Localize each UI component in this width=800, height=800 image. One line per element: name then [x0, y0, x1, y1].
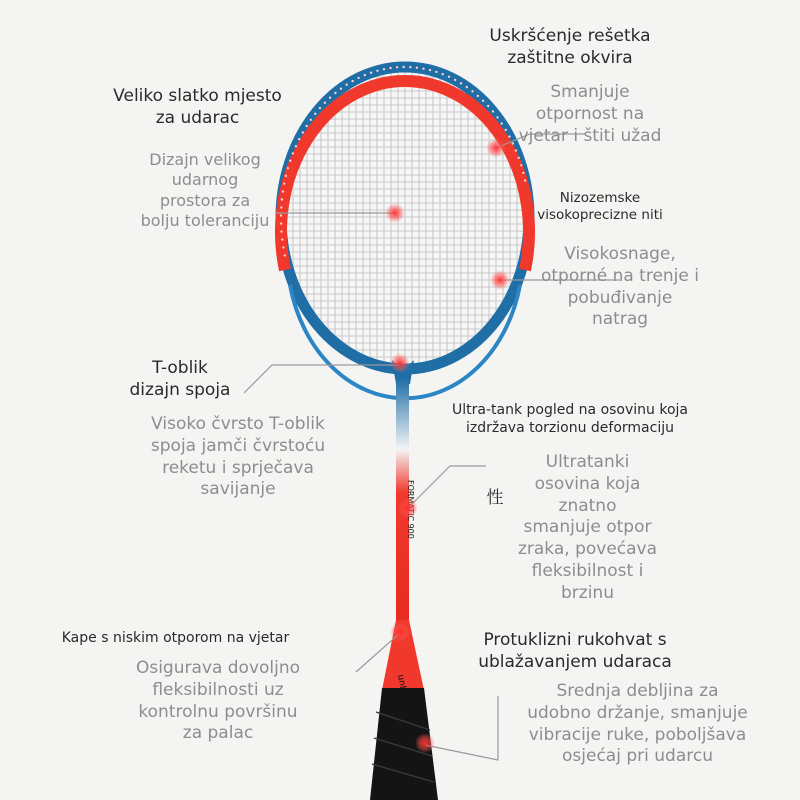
grommet: [310, 119, 312, 121]
grommet: [524, 179, 526, 181]
grommet: [298, 138, 300, 140]
grip-desc: Srednja debljina za udobno držanje, smanjuje vibracije ruke, poboljšava osjećaj pri udarcu: [527, 681, 748, 767]
strings-title: Nizozemske visokoprecizne niti: [537, 190, 663, 224]
hotspot-marker: [415, 733, 435, 753]
grommet: [518, 157, 520, 159]
caps-desc: Osigurava dovoljno fleksibilnosti uz kontrolnu površinu za palac: [135, 658, 301, 744]
grommet: [520, 164, 522, 166]
grommet: [454, 79, 456, 81]
grommet: [460, 82, 462, 84]
caps-title: Kape s niskim otporom na vjetar: [61, 630, 290, 646]
grommet: [357, 77, 359, 79]
hotspot-marker: [490, 270, 510, 290]
grommet: [448, 76, 450, 78]
grommet: [471, 90, 473, 92]
frame-grid-title: Uskršćenje rešetka zaštitne okvira: [489, 26, 651, 68]
grommet: [284, 254, 286, 256]
t-joint-desc: Visoko čvrsto T-oblik spoja jamči čvrstoću reketu i sprječava savijanje: [150, 414, 326, 500]
grommet: [487, 105, 489, 107]
grommet: [287, 167, 289, 169]
grommet: [477, 95, 479, 97]
grip-title: Protuklizni rukohvat s ublažavanjem udaraca: [478, 630, 672, 672]
grommet: [302, 131, 304, 133]
hotspot-marker: [390, 622, 410, 642]
grommet: [403, 66, 405, 68]
grommet: [422, 68, 424, 70]
grommet: [416, 67, 418, 69]
hotspot-marker: [385, 203, 405, 223]
grommet: [280, 214, 282, 216]
grommet: [429, 69, 431, 71]
grommet: [282, 246, 284, 248]
grommet: [501, 122, 503, 124]
hotspot-marker: [486, 138, 506, 158]
grommet: [281, 198, 283, 200]
grommet: [522, 172, 524, 174]
hotspot-marker: [398, 498, 418, 518]
grommet: [324, 102, 326, 104]
shaft-extra-glyph: 性: [486, 488, 504, 508]
grommet: [364, 74, 366, 76]
shaft-desc: Ultratanki osovina koja znatno smanjuje otpor zraka, povećava fleksibilnost i brzinu: [517, 452, 658, 603]
grommet: [376, 70, 378, 72]
grommet: [346, 84, 348, 86]
strings-desc: Visokosnage, otporné na trenje i pobuđivanje natrag: [540, 244, 699, 330]
t-joint-title: T-oblik dizajn spoja: [129, 358, 231, 400]
grommet: [283, 183, 285, 185]
grommet: [389, 67, 391, 69]
grommet: [280, 206, 282, 208]
grommet: [383, 68, 385, 70]
grommet: [329, 97, 331, 99]
grommet: [289, 160, 291, 162]
shaft-title: Ultra-tank pogled na osovinu koja izdržava torzionu deformaciju: [451, 402, 689, 436]
grommet: [292, 152, 294, 154]
grommet: [351, 80, 353, 82]
grommet: [285, 175, 287, 177]
grommet: [515, 149, 517, 151]
grommet: [496, 116, 498, 118]
grommet: [334, 92, 336, 94]
grommet: [280, 230, 282, 232]
grommet: [492, 110, 494, 112]
grommet: [466, 86, 468, 88]
grommet: [409, 66, 411, 68]
frame-grid-desc: Smanjuje otpornost na vjetar i štiti užad: [518, 82, 662, 146]
grommet: [370, 72, 372, 74]
hotspot-marker: [390, 353, 410, 373]
grommet: [281, 238, 283, 240]
grommet: [314, 113, 316, 115]
sweet-spot-title: Veliko slatko mjesto za udarac: [113, 86, 282, 128]
grommet: [306, 125, 308, 127]
grommet: [396, 66, 398, 68]
sweet-spot-desc: Dizajn velikog udarnog prostora za bolju toleranciju: [140, 150, 270, 231]
grommet: [340, 88, 342, 90]
grommet: [282, 190, 284, 192]
grommet: [319, 107, 321, 109]
grommet: [442, 73, 444, 75]
grommet: [482, 100, 484, 102]
grommet: [295, 145, 297, 147]
grommet: [435, 71, 437, 73]
grommet: [280, 222, 282, 224]
